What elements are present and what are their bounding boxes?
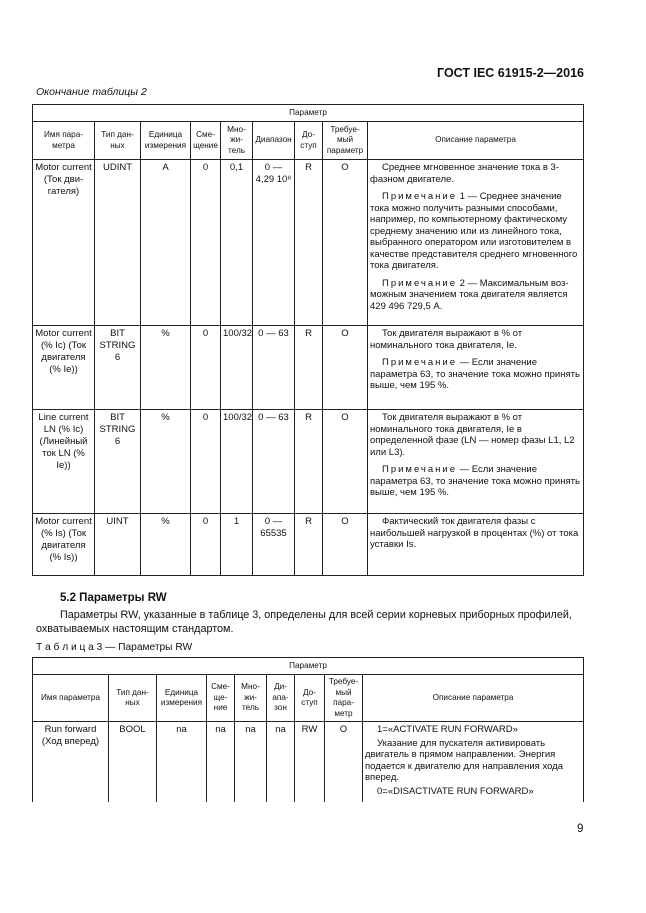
multiplier: 100/32 [221, 326, 253, 410]
col-header: Смещение [191, 122, 221, 160]
note-label: Примечание [382, 191, 457, 202]
col-header: Единица измерения [157, 675, 207, 722]
access: R [295, 326, 323, 410]
multiplier: 100/32 [221, 410, 253, 514]
note-label: Примечание [382, 357, 457, 368]
table-caption: Т а б л и ц а 3 — Параметры RW [36, 642, 193, 653]
col-header: Единица измерения [141, 122, 191, 160]
access: R [295, 410, 323, 514]
unit: A [141, 160, 191, 326]
note-label: Примечание [382, 464, 457, 475]
col-header: Требуемый параметр [325, 675, 363, 722]
data-type: BIT STRING 6 [95, 326, 141, 410]
multiplier: 1 [221, 514, 253, 576]
required: O [323, 410, 368, 514]
note-text: 1 — Среднее значение тока можно получить разными способами, например, по компьютерному фактическому среднему значению или из линейного тока, выбранного оператором или изготовителем в качестве представителя среднего мгновенного тока двигателя. [370, 191, 578, 271]
data-type: BOOL [109, 722, 157, 802]
unit: % [141, 514, 191, 576]
offset: na [207, 722, 235, 802]
access: R [295, 160, 323, 326]
required: O [323, 514, 368, 576]
table-3 [32, 657, 584, 802]
param-name: Motor current (% Ic) (Ток двигателя (% Ie)) [33, 326, 95, 410]
description [368, 514, 584, 576]
param-name: Motor current (Ток двигателя) [33, 160, 95, 326]
desc-main: Среднее мгновенное значение тока в 3-фазном двигателе. [370, 162, 559, 185]
desc-main: Ток двигателя выражают в % от номинального тока двигателя, Ie. [370, 328, 523, 351]
desc-line: Указание для пускателя активировать двигатель в прямом направлении. Энергия подается к двигателю для направления хода вперед. [365, 737, 563, 783]
note-text: — Если значение параметра 63, то значение тока можно принять выше, чем 195 %. [370, 464, 580, 498]
description [368, 410, 584, 514]
description [368, 160, 584, 326]
desc-line: 0=«DISACTIVATE RUN FORWARD» [377, 785, 534, 797]
access: RW [295, 722, 325, 802]
section-title: 5.2 Параметры RW [60, 592, 167, 604]
description [368, 326, 584, 410]
col-header: Описание параметра [363, 675, 584, 722]
unit: % [141, 410, 191, 514]
col-header: Описание параметра [368, 122, 584, 160]
group-header: Параметр [33, 105, 584, 122]
range: 0 — 63 [253, 410, 295, 514]
unit: na [157, 722, 207, 802]
param-name: Line current LN (% Ic) (Линейный ток LN (% Ie)) [33, 410, 95, 514]
col-header: Множитель [235, 675, 267, 722]
unit: % [141, 326, 191, 410]
col-header: Доступ [295, 675, 325, 722]
range: 0 — 65535 [253, 514, 295, 576]
note [370, 357, 581, 392]
col-header: Требуемый параметр [323, 122, 368, 160]
description [363, 722, 584, 802]
group-header: Параметр [33, 658, 584, 675]
desc-line: 1=«ACTIVATE RUN FORWARD» [377, 724, 518, 735]
col-header: Имя параметра [33, 122, 95, 160]
offset: 0 [191, 410, 221, 514]
col-header: Тип данных [95, 122, 141, 160]
col-header: Тип данных [109, 675, 157, 722]
note [370, 278, 581, 313]
col-header: Множитель [221, 122, 253, 160]
note-text: — Если значение параметра 63, то значение тока можно принять выше, чем 195 %. [370, 357, 580, 391]
data-type: BIT STRING 6 [95, 410, 141, 514]
table-row [33, 514, 584, 576]
note-label: Примечание [382, 277, 457, 289]
col-header: Доступ [295, 122, 323, 160]
required: O [323, 326, 368, 410]
table-row [33, 722, 584, 802]
offset: 0 [191, 160, 221, 326]
required: O [325, 722, 363, 802]
note-text: 2 — Максимальным возможным значением тока двигателя является 429 496 729,5 A. [370, 277, 569, 312]
range: 0 — 63 [253, 326, 295, 410]
table-row [33, 326, 584, 410]
table-row [33, 410, 584, 514]
body-paragraph: Параметры RW, указанные в таблице 3, определены для всей серии корневых приборных профилей, охватываемых настоящим стандартом. [36, 609, 572, 635]
col-header: Диапазон [267, 675, 295, 722]
param-name: Run forward (Ход вперед) [33, 722, 109, 802]
multiplier: 0,1 [221, 160, 253, 326]
col-header: Смещение [207, 675, 235, 722]
table-2 [32, 104, 584, 576]
access: R [295, 514, 323, 576]
desc-main: Фактический ток двигателя фазы с наибольшей нагрузкой в процентах (%) от тока уставки Is. [370, 516, 579, 550]
col-header: Имя параметра [33, 675, 109, 722]
offset: 0 [191, 326, 221, 410]
note [370, 464, 581, 499]
desc-main: Ток двигателя выражают в % от номинального тока двигателя, Ie в определенной фазе (LN — номер фазы L1, L2 или L3). [370, 412, 575, 458]
multiplier: na [235, 722, 267, 802]
page-number: 9 [577, 823, 584, 835]
param-name: Motor current (% Is) (Ток двигателя (% Is)) [33, 514, 95, 576]
offset: 0 [191, 514, 221, 576]
range: 0 — 4,29 10⁸ [253, 160, 295, 326]
note [370, 191, 581, 272]
data-type: UINT [95, 514, 141, 576]
table-continuation-label: Окончание таблицы 2 [36, 86, 147, 98]
range: na [267, 722, 295, 802]
document-id: ГОСТ IEC 61915-2—2016 [437, 66, 584, 80]
table-row [33, 160, 584, 326]
data-type: UDINT [95, 160, 141, 326]
required: O [323, 160, 368, 326]
col-header: Диапазон [253, 122, 295, 160]
